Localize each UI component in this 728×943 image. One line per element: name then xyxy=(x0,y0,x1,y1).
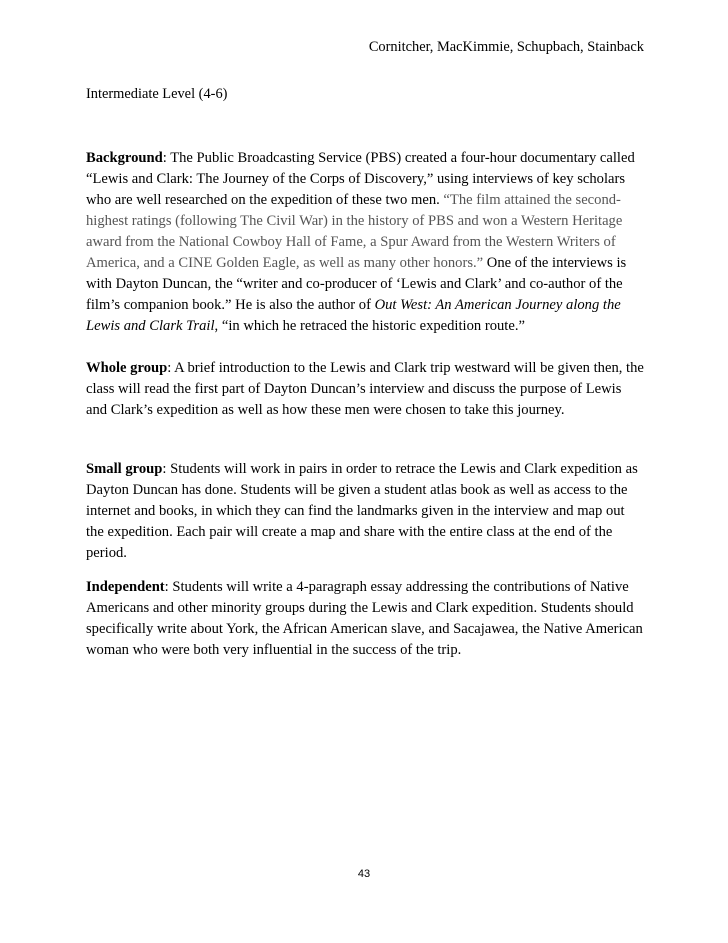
page-number: 43 xyxy=(357,868,371,880)
small-group-label: Small group xyxy=(86,461,163,477)
small-group-text: : Students will work in pairs in order to retrace the Lewis and Clark expedition as Dayton Duncan has done. Students will be given a student atlas book as well as access to the internet and books, in which they can find the landmarks given in the interview and map out the expedition. Each pair will create a map and share with the entire class at the end of the period. xyxy=(86,461,638,561)
grade-level-heading: Intermediate Level (4-6) xyxy=(86,86,228,102)
background-quote: “The film attained the second-highest ratings (following The Civil War) in the history of PBS and won a Western Heritage award from the National Cowboy Hall of Fame, a Spur Award from the Western Writers of America, and a CINE Golden Eagle, as well as many other honors.” xyxy=(86,192,623,271)
independent-paragraph xyxy=(86,577,646,661)
background-text-3: , “in which he retraced the historic expedition route.” xyxy=(214,318,525,334)
small-group-paragraph xyxy=(86,459,646,564)
book-title: Out West: An American Journey along the Lewis and Clark Trail xyxy=(86,297,621,334)
whole-group-paragraph xyxy=(86,358,646,421)
background-text-2: One of the interviews is with Dayton Duncan, the “writer and co-producer of ‘Lewis and Clark’ and co-author of the film’s companion book.” He is also the author of xyxy=(86,255,627,313)
page-header-authors: Cornitcher, MacKimmie, Schupbach, Stainback xyxy=(368,39,644,55)
independent-text: : Students will write a 4-paragraph essay addressing the contributions of Native Americans and other minority groups during the Lewis and Clark expedition. Students should specifically write about York, the African American slave, and Sacajawea, the Native American woman who were both very influential in the success of the trip. xyxy=(86,579,643,658)
independent-label: Independent xyxy=(86,579,165,595)
background-paragraph xyxy=(86,148,646,337)
whole-group-label: Whole group xyxy=(86,360,168,376)
background-label: Background xyxy=(86,150,163,166)
whole-group-text: : A brief introduction to the Lewis and Clark trip westward will be given then, the class will read the first part of Dayton Duncan’s interview and discuss the purpose of Lewis and Clark’s expedition as well as how these men were chosen to take this journey. xyxy=(86,360,644,418)
background-text-1: : The Public Broadcasting Service (PBS) created a four-hour documentary called “Lewis and Clark: The Journey of the Corps of Discovery,” using interviews of key scholars who are well researched on the expedition of these two men. xyxy=(86,150,635,208)
